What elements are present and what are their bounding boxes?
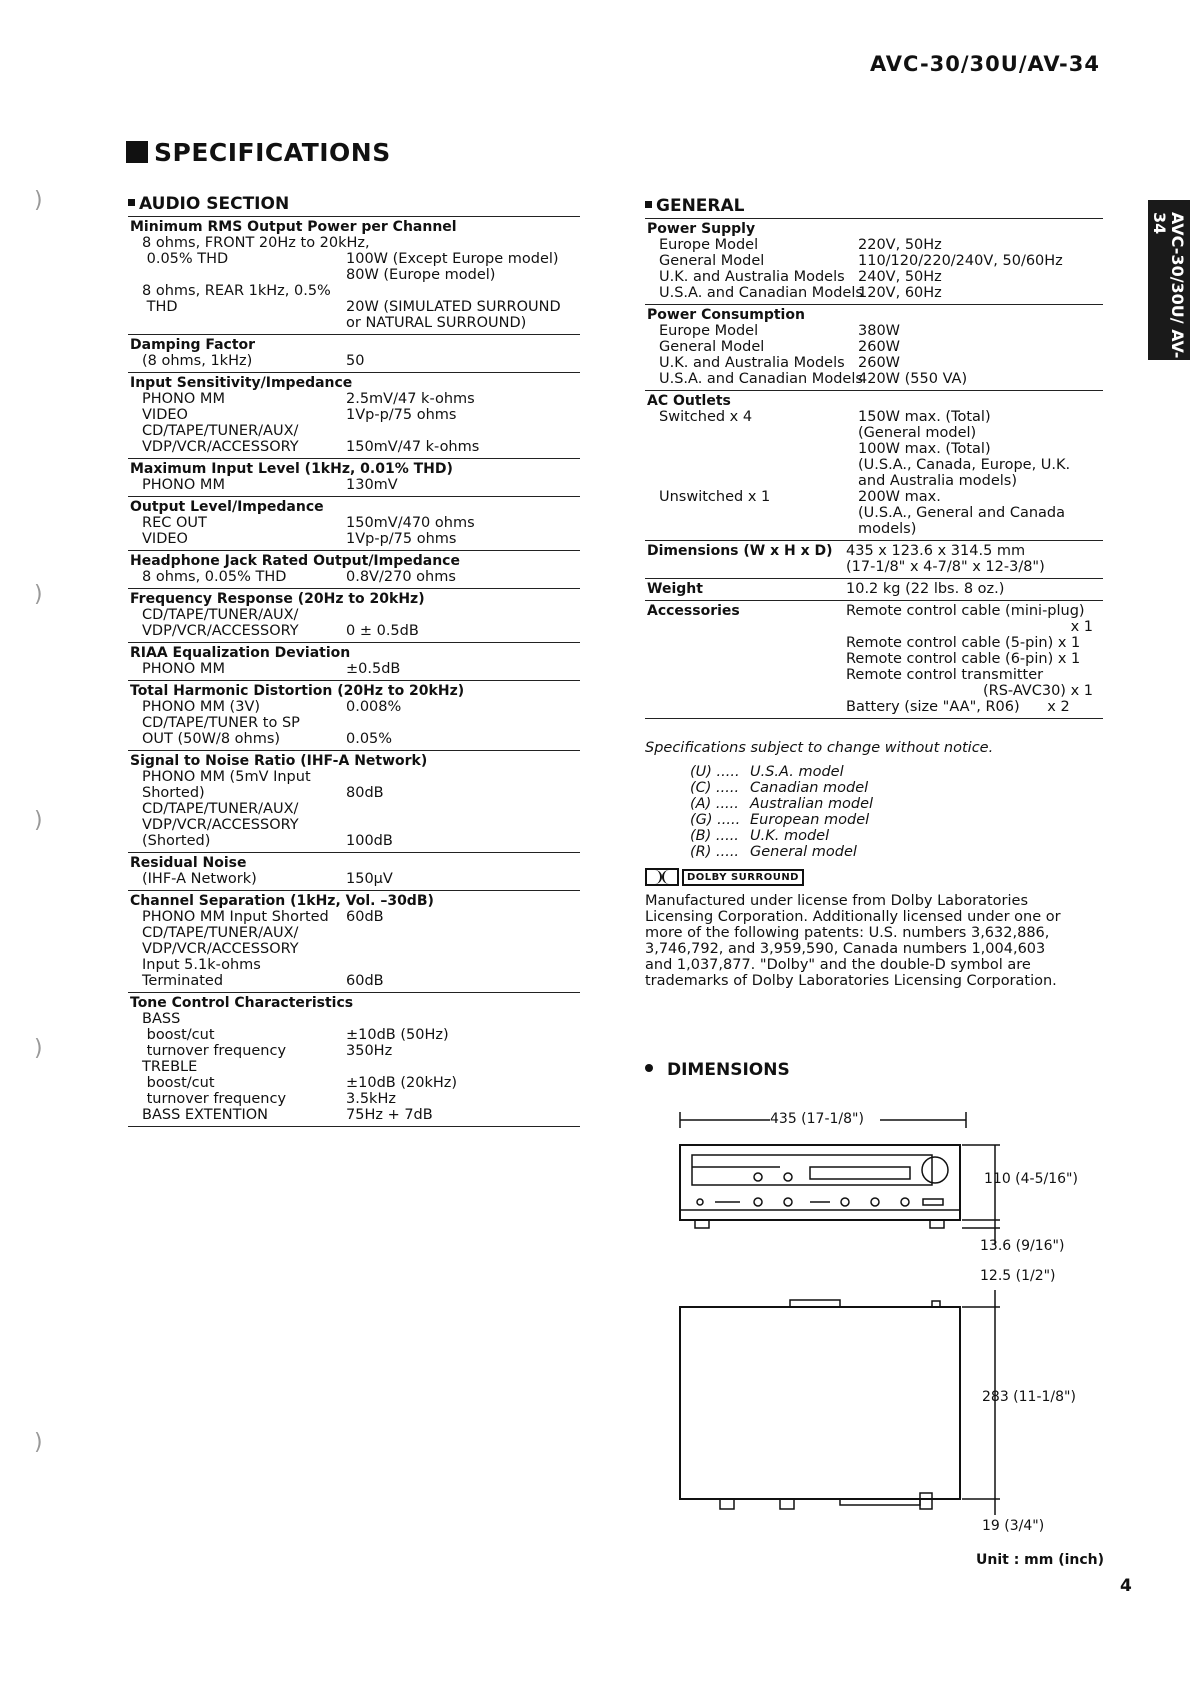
spec-row bbox=[130, 661, 580, 677]
spec-row bbox=[130, 833, 580, 849]
spec-block bbox=[128, 217, 580, 335]
spec-row bbox=[647, 323, 1103, 339]
spec-block bbox=[128, 681, 580, 751]
audio-heading-text: AUDIO SECTION bbox=[139, 194, 290, 214]
spec-value: 75Hz + 7dB bbox=[346, 1107, 433, 1123]
audio-section-heading bbox=[128, 196, 580, 212]
spec-value: ±0.5dB bbox=[346, 661, 401, 677]
spec-label: VIDEO bbox=[142, 531, 188, 547]
spec-value: models) bbox=[858, 521, 917, 537]
top-view-drawing bbox=[670, 1290, 1070, 1530]
model-legend-item bbox=[690, 844, 873, 860]
spec-value: 20W (SIMULATED SURROUND bbox=[346, 299, 561, 315]
power-supply-block bbox=[645, 219, 1103, 305]
spec-value bbox=[346, 769, 580, 785]
page-number: 4 bbox=[1120, 1576, 1132, 1596]
spec-row bbox=[130, 477, 580, 493]
bullet-icon bbox=[645, 1064, 653, 1072]
spec-value bbox=[346, 957, 580, 973]
spec-row bbox=[130, 925, 580, 941]
spec-label: PHONO MM (5mV Input bbox=[142, 769, 311, 785]
dolby-logo bbox=[645, 868, 804, 886]
margin-mark: ) bbox=[34, 1430, 43, 1455]
spec-row bbox=[130, 407, 580, 423]
spec-row bbox=[647, 425, 1103, 441]
spec-value: or NATURAL SURROUND) bbox=[346, 315, 527, 331]
spec-row bbox=[130, 569, 580, 585]
model-name: European model bbox=[750, 812, 870, 828]
spec-value bbox=[346, 941, 580, 957]
side-tab: AVC-30/30U/ AV-34 bbox=[1148, 200, 1190, 360]
spec-value: 0 ± 0.5dB bbox=[346, 623, 419, 639]
spec-value: 150mV/470 ohms bbox=[346, 515, 475, 531]
spec-row bbox=[130, 267, 580, 283]
spec-value: ±10dB (50Hz) bbox=[346, 1027, 449, 1043]
spec-label: turnover frequency bbox=[142, 1043, 287, 1059]
spec-label: Unswitched x 1 bbox=[659, 489, 771, 505]
spec-label: VDP/VCR/ACCESSORY bbox=[142, 817, 299, 833]
spec-title: Accessories bbox=[647, 603, 740, 619]
spec-value: 435 x 123.6 x 314.5 mm bbox=[846, 543, 1026, 559]
foot-label: 13.6 (9/16") bbox=[980, 1238, 1065, 1254]
unit-label: Unit : mm (inch) bbox=[976, 1552, 1105, 1568]
model-code: (C) ..... bbox=[690, 780, 740, 796]
spec-value: 150mV/47 k-ohms bbox=[346, 439, 480, 455]
spec-label: THD bbox=[142, 299, 178, 315]
spec-label: BASS bbox=[142, 1011, 181, 1027]
spec-row bbox=[130, 715, 580, 731]
height-label: 110 (4-5/16") bbox=[984, 1171, 1078, 1187]
spec-value: 420W (550 VA) bbox=[858, 371, 968, 387]
dimensions-heading-text: DIMENSIONS bbox=[667, 1060, 790, 1080]
spec-label: CD/TAPE/TUNER to SP bbox=[142, 715, 300, 731]
spec-row bbox=[130, 235, 580, 251]
spec-value: and Australia models) bbox=[858, 473, 1017, 489]
spec-row bbox=[647, 253, 1103, 269]
model-name: U.K. model bbox=[750, 828, 830, 844]
spec-label bbox=[130, 315, 346, 331]
spec-title: AC Outlets bbox=[647, 393, 731, 409]
spec-row bbox=[130, 531, 580, 547]
spec-label: 0.05% THD bbox=[142, 251, 229, 267]
spec-title: Minimum RMS Output Power per Channel bbox=[130, 219, 457, 235]
spec-label: turnover frequency bbox=[142, 1091, 287, 1107]
spec-value: 80W (Europe model) bbox=[346, 267, 496, 283]
spec-value: (U.S.A., Canada, Europe, U.K. bbox=[858, 457, 1071, 473]
accessory-line: (RS-AVC30) x 1 bbox=[982, 683, 1093, 699]
spec-label bbox=[647, 457, 858, 473]
accessory-line: Remote control cable (6-pin) x 1 bbox=[846, 651, 1081, 667]
spec-row bbox=[130, 391, 580, 407]
spec-label: PHONO MM bbox=[142, 477, 225, 493]
model-legend-item bbox=[690, 780, 873, 796]
audio-section bbox=[128, 196, 580, 1127]
spec-value bbox=[346, 801, 580, 817]
spec-value: 2.5mV/47 k-ohms bbox=[346, 391, 475, 407]
spec-title: Headphone Jack Rated Output/Impedance bbox=[130, 553, 460, 569]
margin-mark: ) bbox=[34, 808, 43, 833]
model-code: (A) ..... bbox=[690, 796, 739, 812]
spec-label: General Model bbox=[659, 339, 765, 355]
spec-title: Input Sensitivity/Impedance bbox=[130, 375, 353, 391]
spec-value: (U.S.A., General and Canada bbox=[858, 505, 1066, 521]
spec-block bbox=[128, 589, 580, 643]
spec-value bbox=[346, 607, 580, 623]
spec-row bbox=[130, 423, 580, 439]
power-supply-rows bbox=[647, 237, 1103, 301]
spec-block bbox=[128, 643, 580, 681]
dimensions-heading bbox=[645, 1060, 790, 1080]
model-code: (G) ..... bbox=[690, 812, 741, 828]
spec-value: 110/120/220/240V, 50/60Hz bbox=[858, 253, 1063, 269]
model-code: (B) ..... bbox=[690, 828, 739, 844]
weight-block bbox=[645, 579, 1103, 601]
double-d-icon bbox=[645, 868, 679, 886]
spec-title: Damping Factor bbox=[130, 337, 256, 353]
spec-row bbox=[130, 731, 580, 747]
spec-row bbox=[647, 457, 1103, 473]
spec-label: Input 5.1k-ohms bbox=[142, 957, 261, 973]
spec-label bbox=[647, 521, 858, 537]
ac-outlets-block bbox=[645, 391, 1103, 541]
spec-row bbox=[130, 699, 580, 715]
spec-label: TREBLE bbox=[142, 1059, 198, 1075]
general-heading-text: GENERAL bbox=[656, 196, 745, 216]
top-label: 12.5 (1/2") bbox=[980, 1268, 1056, 1284]
spec-value: 100dB bbox=[346, 833, 393, 849]
spec-row bbox=[647, 473, 1103, 489]
spec-label: 8 ohms, 0.05% THD bbox=[142, 569, 287, 585]
spec-row bbox=[130, 817, 580, 833]
spec-block bbox=[128, 373, 580, 459]
square-bullet-icon bbox=[128, 199, 135, 206]
spec-label: (IHF-A Network) bbox=[142, 871, 257, 887]
spec-row bbox=[130, 785, 580, 801]
spec-value bbox=[346, 925, 580, 941]
accessories-block bbox=[645, 601, 1103, 719]
spec-row bbox=[130, 957, 580, 973]
spec-value: 100W (Except Europe model) bbox=[346, 251, 559, 267]
spec-row bbox=[130, 1043, 580, 1059]
spec-value bbox=[346, 817, 580, 833]
spec-label bbox=[647, 425, 858, 441]
power-consumption-rows bbox=[647, 323, 1103, 387]
spec-row bbox=[130, 623, 580, 639]
spec-value: 150µV bbox=[346, 871, 393, 887]
spec-value bbox=[346, 1059, 580, 1075]
spec-value: 220V, 50Hz bbox=[858, 237, 942, 253]
spec-row bbox=[130, 315, 580, 331]
spec-value: 60dB bbox=[346, 909, 384, 925]
spec-value: (General model) bbox=[858, 425, 977, 441]
spec-label: boost/cut bbox=[142, 1027, 215, 1043]
spec-row bbox=[647, 521, 1103, 537]
spec-label: VDP/VCR/ACCESSORY bbox=[142, 439, 299, 455]
dolby-license-text: Manufactured under license from Dolby Laboratories Licensing Corporation. Additionally licensed under one or more of the following patents: U.S. numbers 3,632,886, 3,746,792, and 3,959,590, Canada numbers 1,004,603 and 1,037,877. "Dolby" and the double-D symbol are trademarks of Dolby Laboratories Licensing Corporation. bbox=[645, 893, 1061, 989]
general-section bbox=[645, 198, 1103, 719]
spec-title: Tone Control Characteristics bbox=[130, 995, 354, 1011]
bottom-label: 19 (3/4") bbox=[982, 1518, 1045, 1534]
spec-row bbox=[130, 871, 580, 887]
spec-label bbox=[647, 441, 858, 457]
spec-row bbox=[647, 505, 1103, 521]
accessory-line: Battery (size "AA", R06) x 2 bbox=[846, 699, 1070, 715]
accessory-line: Remote control cable (5-pin) x 1 bbox=[846, 635, 1081, 651]
spec-label: PHONO MM bbox=[142, 661, 225, 677]
spec-row bbox=[647, 409, 1103, 425]
spec-row bbox=[130, 1011, 580, 1027]
square-bullet-icon bbox=[126, 141, 148, 163]
spec-row bbox=[130, 251, 580, 267]
spec-title: Weight bbox=[647, 581, 703, 597]
spec-title: Frequency Response (20Hz to 20kHz) bbox=[130, 591, 425, 607]
spec-block bbox=[128, 459, 580, 497]
square-bullet-icon bbox=[645, 201, 652, 208]
spec-label: CD/TAPE/TUNER/AUX/ bbox=[142, 801, 299, 817]
spec-row bbox=[130, 1091, 580, 1107]
spec-value: 100W max. (Total) bbox=[858, 441, 991, 457]
spec-label: 8 ohms, FRONT 20Hz to 20kHz, bbox=[142, 235, 370, 251]
margin-mark: ) bbox=[34, 1036, 43, 1061]
spec-block bbox=[128, 891, 580, 993]
spec-value: 130mV bbox=[346, 477, 398, 493]
spec-row bbox=[130, 607, 580, 623]
spec-value: 0.008% bbox=[346, 699, 402, 715]
ac-outlets-rows bbox=[647, 409, 1103, 537]
spec-row bbox=[130, 1107, 580, 1123]
spec-value bbox=[346, 235, 580, 251]
spec-value: 380W bbox=[858, 323, 901, 339]
spec-label: boost/cut bbox=[142, 1075, 215, 1091]
spec-value: 1Vp-p/75 ohms bbox=[346, 531, 457, 547]
spec-value: 60dB bbox=[346, 973, 384, 989]
spec-label: Terminated bbox=[142, 973, 224, 989]
spec-value: (17-1/8" x 4-7/8" x 12-3/8") bbox=[846, 559, 1045, 575]
spec-value: 10.2 kg (22 lbs. 8 oz.) bbox=[846, 581, 1005, 597]
spec-row bbox=[130, 1059, 580, 1075]
spec-label: CD/TAPE/TUNER/AUX/ bbox=[142, 925, 299, 941]
spec-row bbox=[130, 439, 580, 455]
spec-row bbox=[130, 1075, 580, 1091]
spec-block bbox=[128, 497, 580, 551]
spec-block bbox=[128, 551, 580, 589]
spec-value: 3.5kHz bbox=[346, 1091, 396, 1107]
general-section-heading bbox=[645, 198, 1103, 214]
spec-label: BASS EXTENTION bbox=[142, 1107, 268, 1123]
model-name: Canadian model bbox=[750, 780, 869, 796]
spec-title: RIAA Equalization Deviation bbox=[130, 645, 351, 661]
spec-label: VDP/VCR/ACCESSORY bbox=[142, 941, 299, 957]
spec-row bbox=[130, 941, 580, 957]
spec-row bbox=[130, 801, 580, 817]
spec-title: Total Harmonic Distortion (20Hz to 20kHz) bbox=[130, 683, 465, 699]
accessory-line: x 1 bbox=[1070, 619, 1093, 635]
spec-value bbox=[346, 283, 580, 299]
spec-row bbox=[647, 285, 1103, 301]
accessory-line: Remote control cable (mini-plug) bbox=[846, 603, 1085, 619]
accessory-line: Remote control transmitter bbox=[846, 667, 1044, 683]
spec-value: 0.05% bbox=[346, 731, 393, 747]
spec-label: Europe Model bbox=[659, 237, 759, 253]
spec-value: 120V, 60Hz bbox=[858, 285, 942, 301]
spec-label: Switched x 4 bbox=[659, 409, 753, 425]
spec-title: Dimensions (W x H x D) bbox=[647, 543, 833, 559]
spec-label bbox=[647, 505, 858, 521]
spec-title: Signal to Noise Ratio (IHF-A Network) bbox=[130, 753, 428, 769]
spec-label: VDP/VCR/ACCESSORY bbox=[142, 623, 299, 639]
model-name: General model bbox=[750, 844, 857, 860]
spec-label: REC OUT bbox=[142, 515, 207, 531]
spec-row bbox=[647, 371, 1103, 387]
spec-block bbox=[128, 751, 580, 853]
spec-value: 50 bbox=[346, 353, 365, 369]
spec-label: Shorted) bbox=[142, 785, 205, 801]
spec-row bbox=[130, 283, 580, 299]
spec-label: PHONO MM (3V) bbox=[142, 699, 261, 715]
spec-row bbox=[130, 353, 580, 369]
spec-row bbox=[130, 909, 580, 925]
spec-label: U.S.A. and Canadian Models bbox=[659, 371, 863, 387]
page-title bbox=[126, 138, 391, 167]
spec-title: Output Level/Impedance bbox=[130, 499, 324, 515]
spec-label bbox=[647, 473, 858, 489]
spec-label: OUT (50W/8 ohms) bbox=[142, 731, 281, 747]
spec-label: U.S.A. and Canadian Models bbox=[659, 285, 863, 301]
spec-value: 260W bbox=[858, 355, 901, 371]
spec-value: 350Hz bbox=[346, 1043, 393, 1059]
power-consumption-block bbox=[645, 305, 1103, 391]
spec-block bbox=[128, 853, 580, 891]
spec-value: 80dB bbox=[346, 785, 384, 801]
spec-label: (Shorted) bbox=[142, 833, 211, 849]
spec-value: 240V, 50Hz bbox=[858, 269, 942, 285]
spec-title: Channel Separation (1kHz, Vol. –30dB) bbox=[130, 893, 434, 909]
page-title-text: SPECIFICATIONS bbox=[154, 138, 391, 167]
spec-value bbox=[346, 715, 580, 731]
spec-row bbox=[130, 973, 580, 989]
spec-row bbox=[647, 441, 1103, 457]
spec-row bbox=[130, 769, 580, 785]
model-legend-item bbox=[690, 796, 873, 812]
margin-mark: ) bbox=[34, 188, 43, 213]
audio-spec-list bbox=[128, 217, 580, 1127]
spec-label: PHONO MM bbox=[142, 391, 225, 407]
spec-title: Residual Noise bbox=[130, 855, 247, 871]
spec-value: 150W max. (Total) bbox=[858, 409, 991, 425]
spec-value: 200W max. bbox=[858, 489, 941, 505]
spec-row bbox=[647, 489, 1103, 505]
spec-title: Maximum Input Level (1kHz, 0.01% THD) bbox=[130, 461, 453, 477]
spec-label: CD/TAPE/TUNER/AUX/ bbox=[142, 423, 299, 439]
spec-label: (8 ohms, 1kHz) bbox=[142, 353, 253, 369]
spec-value: 0.8V/270 ohms bbox=[346, 569, 456, 585]
dolby-logo-text: DOLBY SURROUND bbox=[682, 869, 804, 886]
spec-label: PHONO MM Input Shorted bbox=[142, 909, 329, 925]
change-notice: Specifications subject to change without notice. bbox=[645, 740, 994, 756]
spec-value: 1Vp-p/75 ohms bbox=[346, 407, 457, 423]
spec-row bbox=[130, 1027, 580, 1043]
model-code: (U) ..... bbox=[690, 764, 740, 780]
spec-title: Power Consumption bbox=[647, 307, 805, 323]
spec-label: U.K. and Australia Models bbox=[659, 269, 845, 285]
margin-mark: ) bbox=[34, 582, 43, 607]
spec-row bbox=[647, 269, 1103, 285]
spec-row bbox=[647, 355, 1103, 371]
model-name: U.S.A. model bbox=[750, 764, 844, 780]
spec-block bbox=[128, 335, 580, 373]
model-legend-item bbox=[690, 812, 873, 828]
spec-row bbox=[130, 515, 580, 531]
model-name: Australian model bbox=[750, 796, 874, 812]
spec-value bbox=[346, 423, 580, 439]
spec-label bbox=[130, 267, 346, 283]
width-label: 435 (17-1/8") bbox=[770, 1111, 864, 1127]
spec-label: 8 ohms, REAR 1kHz, 0.5% bbox=[142, 283, 331, 299]
spec-label: U.K. and Australia Models bbox=[659, 355, 845, 371]
depth-label: 283 (11-1/8") bbox=[982, 1389, 1076, 1405]
spec-value: ±10dB (20kHz) bbox=[346, 1075, 458, 1091]
spec-value: 260W bbox=[858, 339, 901, 355]
spec-title: Power Supply bbox=[647, 221, 756, 237]
model-code: (R) ..... bbox=[690, 844, 740, 860]
spec-label: CD/TAPE/TUNER/AUX/ bbox=[142, 607, 299, 623]
spec-block bbox=[128, 993, 580, 1127]
spec-label: General Model bbox=[659, 253, 765, 269]
dimensions-block bbox=[645, 541, 1103, 579]
model-header: AVC-30/30U/AV-34 bbox=[869, 52, 1100, 76]
model-legend-item bbox=[690, 828, 873, 844]
model-legend bbox=[690, 764, 873, 860]
model-legend-item bbox=[690, 764, 873, 780]
spec-row bbox=[130, 299, 580, 315]
spec-label: Europe Model bbox=[659, 323, 759, 339]
spec-row bbox=[647, 339, 1103, 355]
spec-label: VIDEO bbox=[142, 407, 188, 423]
spec-row bbox=[647, 237, 1103, 253]
spec-value bbox=[346, 1011, 580, 1027]
